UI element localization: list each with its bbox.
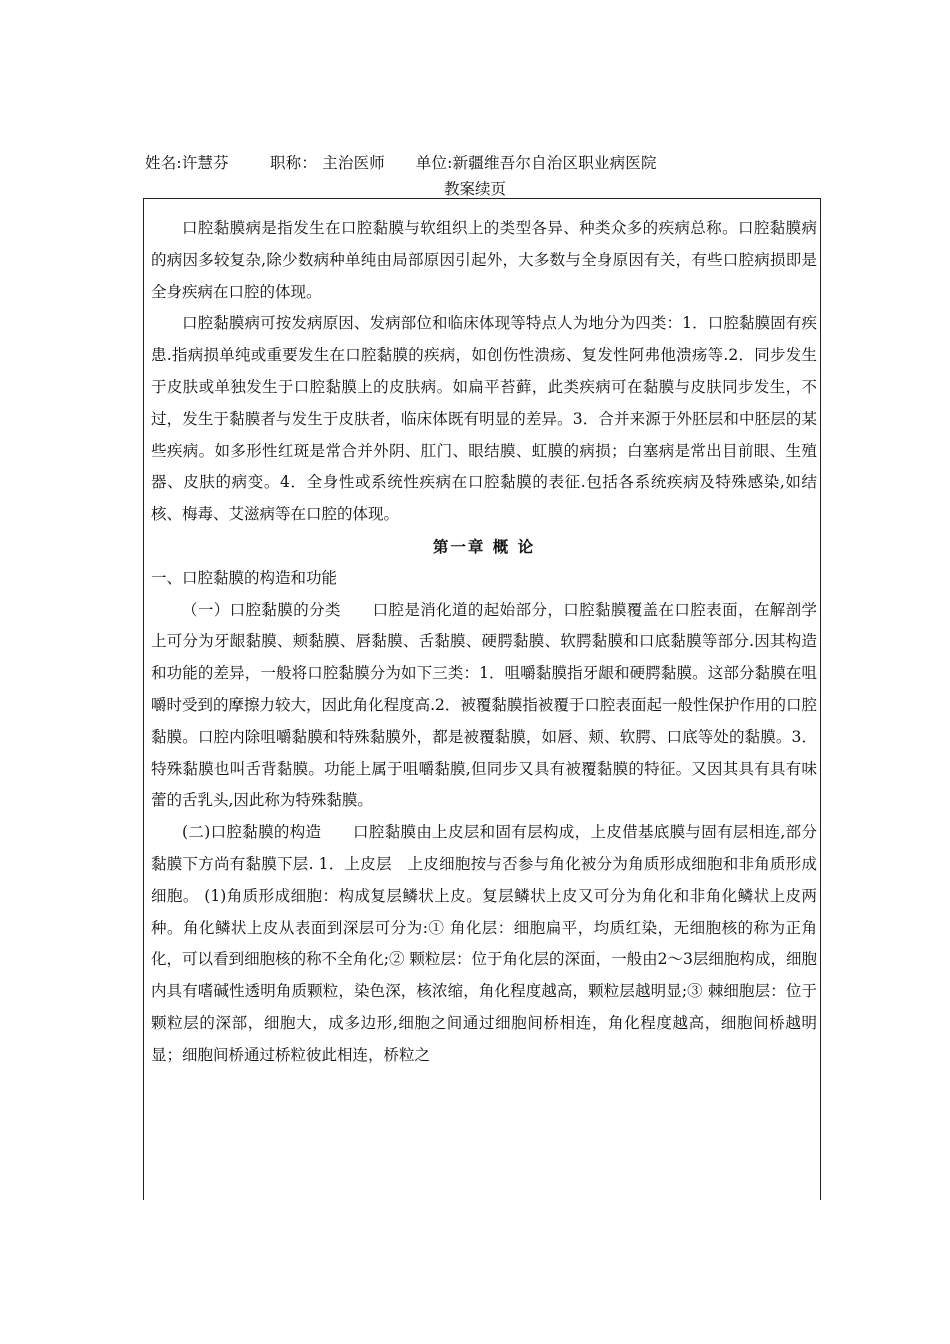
section-heading: 一、口腔黏膜的构造和功能 xyxy=(151,568,338,587)
teacher-info-line xyxy=(145,151,657,173)
mucosa-classification-paragraph: （一）口腔黏膜的分类 口腔是消化道的起始部分，口腔黏膜覆盖在口腔表面，在解剖学上可分为牙龈黏膜、颊黏膜、唇黏膜、舌黏膜、硬腭黏膜、软腭黏膜和口底黏膜等部分.因其构造和功能的差异，一般将口腔黏膜分为如下三类：1．咀嚼黏膜指牙龈和硬腭黏膜。这部分黏膜在咀嚼时受到的摩擦力较大，因此角化程度高.2．被覆黏膜指被覆于口腔表面起一般性保护作用的口腔黏膜。口腔内除咀嚼黏膜和特殊黏膜外，都是被覆黏膜，如唇、颊、软腭、口底等处的黏膜。3．特殊黏膜也叫舌背黏膜。功能上属于咀嚼黏膜,但同步又具有被覆黏膜的特征。又因其具有具有味蕾的舌乳头,因此称为特殊黏膜。 xyxy=(151,600,817,810)
teacher-unit: 单位:新疆维吾尔自治区职业病医院 xyxy=(415,154,657,172)
lesson-content-box xyxy=(143,198,821,1200)
teacher-title: 职称： 主治医师 xyxy=(269,154,385,172)
chapter-heading: 第一章 概 论 xyxy=(432,536,536,556)
teacher-name: 姓名:许慧芬 xyxy=(145,154,229,172)
page-subtitle: 教案续页 xyxy=(443,180,506,198)
intro-paragraph: 口腔黏膜病是指发生在口腔黏膜与软组织上的类型各异、种类众多的疾病总称。口腔黏膜病的病因多较复杂,除少数病种单纯由局部原因引起外，大多数与全身原因有关，有些口腔病损即是全身疾病在口腔的体现。 xyxy=(151,219,817,301)
mucosa-structure-paragraph: (二)口腔黏膜的构造 口腔黏膜由上皮层和固有层构成，上皮借基底膜与固有层相连,部分黏膜下方尚有黏膜下层. 1．上皮层 上皮细胞按与否参与角化被分为角质形成细胞和非角质形成细胞。 (1)角质形成细胞：构成复层鳞状上皮。复层鳞状上皮又可分为角化和非角化鳞状上皮两种。角化鳞状上皮从表面到深层可分为:① 角化层：细胞扁平，均质红染，无细胞核的称为正角化，可以看到细胞核的称不全角化;② 颗粒层：位于角化层的深面，一般由2～3层细胞构成，细胞内具有嗜碱性透明角质颗粒，染色深，核浓缩，角化程度越高，颗粒层越明显;③ 棘细胞层：位于颗粒层的深部，细胞大，成多边形,细胞之间通过细胞间桥相连，角化程度越高，细胞间桥越明显；细胞间桥通过桥粒彼此相连，桥粒之 xyxy=(151,823,817,1064)
classification-paragraph: 口腔黏膜病可按发病原因、发病部位和临床体现等特点人为地分为四类：1．口腔黏膜固有疾患.指病损单纯或重要发生在口腔黏膜的疾病，如创伤性溃疡、复发性阿弗他溃疡等.2．同步发生于皮肤或单独发生于口腔黏膜上的皮肤病。如扁平苔藓，此类疾病可在黏膜与皮肤同步发生，不过，发生于黏膜者与发生于皮肤者，临床体既有明显的差异。3．合并来源于外胚层和中胚层的某些疾病。如多形性红斑是常合并外阴、肛门、眼结膜、虹膜的病损；白塞病是常出目前眼、生殖器、皮肤的病变。4．全身性或系统性疾病在口腔黏膜的表征.包括各系统疾病及特殊感染,如结核、梅毒、艾滋病等在口腔的体现。 xyxy=(151,314,817,524)
lesson-content xyxy=(151,213,817,1072)
